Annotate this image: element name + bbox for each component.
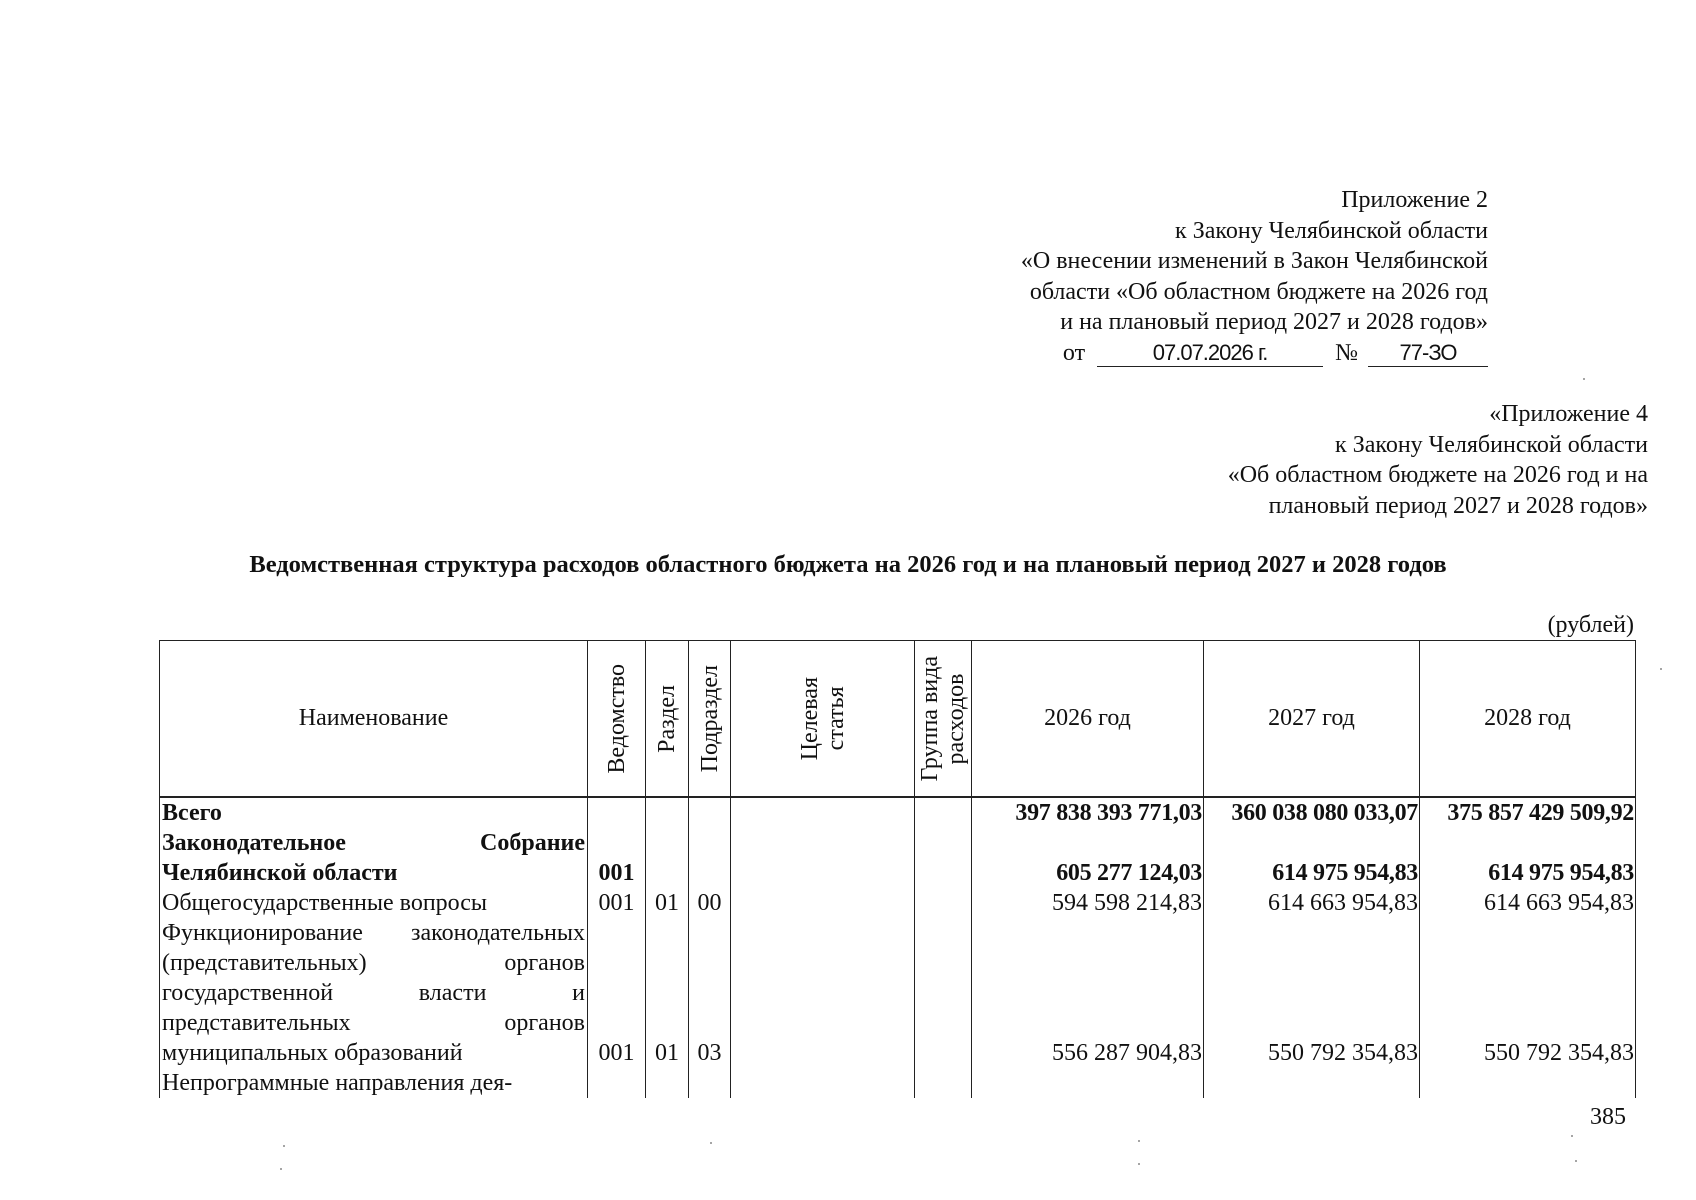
scan-speck — [1575, 1160, 1577, 1162]
row-target-article — [731, 797, 915, 828]
annex4-line-4: плановый период 2027 и 2028 годов» — [1268, 492, 1648, 519]
header-2027: 2027 год — [1204, 641, 1420, 798]
row-amount-2026 — [972, 1068, 1204, 1098]
row-name: Общегосударственные вопросы — [160, 888, 588, 918]
table-row — [160, 888, 1636, 918]
scan-speck — [1138, 1163, 1140, 1165]
row-subsection — [689, 1068, 731, 1098]
row-name: Непрограммные направления дея- — [160, 1068, 588, 1098]
table-row — [160, 1068, 1636, 1098]
row-amount-2028: 614 663 954,83 — [1420, 888, 1636, 918]
scan-speck — [1583, 378, 1585, 380]
row-section — [646, 1068, 689, 1098]
row-expense-group — [915, 918, 972, 1068]
law-number: 77-ЗО — [1368, 340, 1488, 367]
scan-speck — [1660, 668, 1662, 670]
header-2026: 2026 год — [972, 641, 1204, 798]
number-label: № — [1335, 339, 1358, 366]
row-expense-group — [915, 888, 972, 918]
row-amount-2028 — [1420, 1068, 1636, 1098]
page-number: 385 — [1590, 1104, 1626, 1130]
scan-speck — [283, 1145, 285, 1147]
annex2-date-line — [1021, 338, 1488, 369]
header-section: Раздел — [646, 641, 689, 798]
header-subsection: Подраздел — [689, 641, 731, 798]
scan-speck — [710, 1142, 712, 1144]
row-name: Законодательное Собрание Челябинской области — [160, 828, 588, 888]
row-amount-2027: 360 038 080 033,07 — [1204, 797, 1420, 828]
row-target-article — [731, 1068, 915, 1098]
row-amount-2028: 375 857 429 509,92 — [1420, 797, 1636, 828]
row-target-article — [731, 918, 915, 1068]
row-subsection: 03 — [689, 918, 731, 1068]
row-amount-2027: 614 975 954,83 — [1204, 828, 1420, 888]
table-row — [160, 918, 1636, 1068]
annex2-line-1: Приложение 2 — [1341, 187, 1488, 213]
row-amount-2027: 550 792 354,83 — [1204, 918, 1420, 1068]
row-target-article — [731, 828, 915, 888]
annex2-line-4: области «Об областном бюджете на 2026 год — [1029, 278, 1488, 305]
units-note: (рублей) — [1547, 612, 1634, 638]
row-subsection — [689, 797, 731, 828]
document-title: Ведомственная структура расходов областного бюджета на 2026 год и на плановый период 2027 и 2028 годов — [249, 551, 1447, 578]
row-expense-group — [915, 1068, 972, 1098]
annex4-line-2: к Закону Челябинской области — [1335, 431, 1648, 458]
row-section — [646, 828, 689, 888]
row-expense-group — [915, 797, 972, 828]
row-amount-2026: 556 287 904,83 — [972, 918, 1204, 1068]
header-department: Ведомство — [588, 641, 646, 798]
row-department: 001 — [588, 918, 646, 1068]
table-row — [160, 828, 1636, 888]
annex2-line-2: к Закону Челябинской области — [1175, 217, 1488, 244]
row-subsection — [689, 828, 731, 888]
row-amount-2026: 594 598 214,83 — [972, 888, 1204, 918]
table-row — [160, 797, 1636, 828]
annex4-header — [1228, 399, 1648, 521]
row-section: 01 — [646, 888, 689, 918]
annex4-line-3: «Об областном бюджете на 2026 год и на — [1227, 462, 1648, 488]
row-department: 001 — [588, 888, 646, 918]
scan-speck — [1138, 1140, 1140, 1142]
row-subsection: 00 — [689, 888, 731, 918]
row-department: 001 — [588, 828, 646, 888]
row-name: Функционирование законодательных (представительных) органов государственной власти и представительных органов муниципальных образований — [160, 918, 588, 1068]
law-date: 07.07.2026 г. — [1097, 340, 1323, 367]
scan-speck — [280, 1168, 282, 1170]
header-expense-group: Группа вида расходов — [915, 641, 972, 798]
table-header-row — [160, 641, 1636, 798]
row-amount-2026: 605 277 124,03 — [972, 828, 1204, 888]
row-amount-2027 — [1204, 1068, 1420, 1098]
scan-speck — [1571, 1135, 1573, 1137]
row-amount-2027: 614 663 954,83 — [1204, 888, 1420, 918]
budget-table — [159, 640, 1636, 1098]
row-expense-group — [915, 828, 972, 888]
row-name: Всего — [160, 797, 588, 828]
row-section — [646, 797, 689, 828]
row-target-article — [731, 888, 915, 918]
row-amount-2026: 397 838 393 771,03 — [972, 797, 1204, 828]
annex2-line-5: и на плановый период 2027 и 2028 годов» — [1060, 309, 1488, 335]
annex2-header — [1021, 185, 1488, 368]
annex2-line-3: «О внесении изменений в Закон Челябинской — [1020, 248, 1488, 274]
row-amount-2028: 550 792 354,83 — [1420, 918, 1636, 1068]
header-target-article: Целевая статья — [731, 641, 915, 798]
row-department — [588, 797, 646, 828]
row-section: 01 — [646, 918, 689, 1068]
header-name: Наименование — [160, 641, 588, 798]
annex4-line-1: «Приложение 4 — [1489, 401, 1648, 427]
header-2028: 2028 год — [1420, 641, 1636, 798]
row-department — [588, 1068, 646, 1098]
from-label: от — [1062, 339, 1086, 366]
row-amount-2028: 614 975 954,83 — [1420, 828, 1636, 888]
